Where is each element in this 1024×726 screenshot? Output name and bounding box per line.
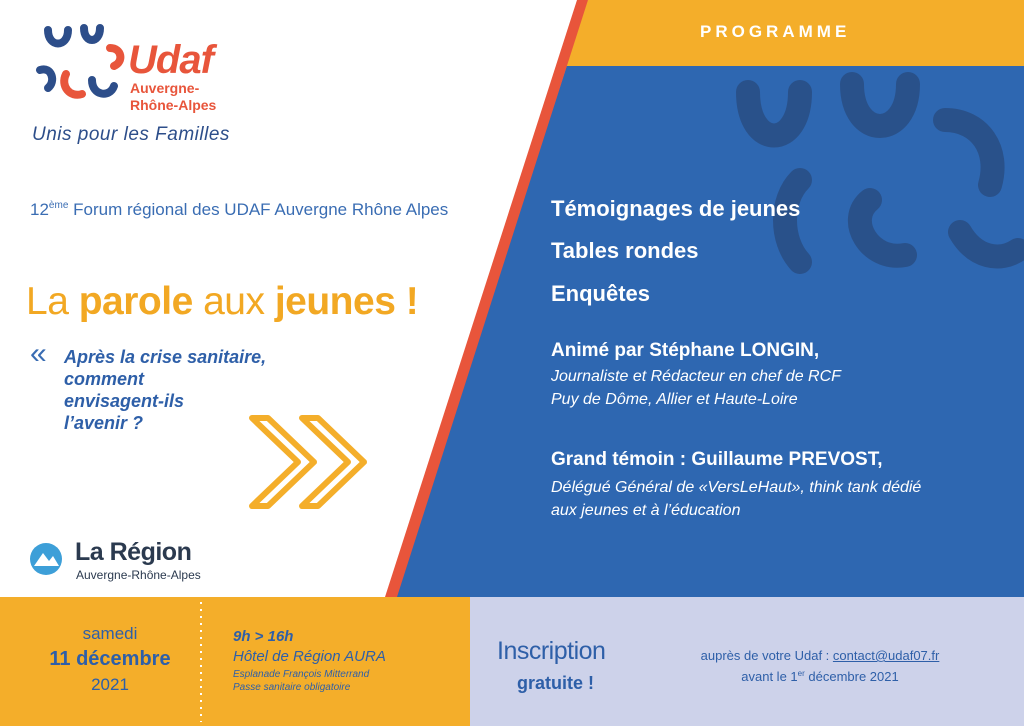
partner-name: La Région — [75, 538, 192, 566]
forum-ordinal-suffix: ème — [48, 200, 69, 211]
deadline-suffix: er — [797, 669, 805, 678]
question-line: comment — [64, 369, 145, 389]
headline-part-2: aux — [192, 280, 275, 323]
contact-prefix: auprès de votre Udaf : — [700, 648, 833, 663]
forum-title — [30, 200, 448, 220]
contact-line — [660, 647, 980, 665]
deadline-line — [660, 665, 980, 686]
activity-item: Enquêtes — [551, 281, 651, 306]
event-note: Passe sanitaire obligatoire — [233, 682, 351, 693]
registration-label: Inscription — [497, 637, 606, 665]
partner-subtitle: Auvergne-Rhône-Alpes — [76, 568, 201, 582]
event-address: Esplanade François Mitterrand — [233, 669, 370, 680]
headline — [26, 280, 418, 324]
host-description: Puy de Dôme, Allier et Haute-Loire — [551, 391, 798, 408]
udaf-region-name: Auvergne-Rhône-Alpes — [130, 80, 217, 113]
witness-title: Grand témoin : Guillaume PREVOST, — [551, 449, 883, 470]
event-date-value: 11 décembre — [49, 648, 171, 670]
event-venue: Hôtel de Région AURA — [233, 648, 386, 665]
event-date — [30, 622, 190, 698]
headline-part-1: La — [26, 280, 79, 323]
registration-contact — [660, 647, 980, 686]
witness-description: aux jeunes et à l’éducation — [551, 502, 741, 519]
activity-item: Témoignages de jeunes — [551, 196, 801, 221]
headline-bold-1: parole — [78, 280, 193, 323]
event-day: samedi — [82, 624, 138, 643]
tagline: Unis pour les Familles — [32, 124, 230, 145]
udaf-wordmark: Udaf — [128, 38, 213, 82]
question-line: Après la crise sanitaire, — [64, 347, 267, 367]
udaf-logo-icon — [40, 28, 120, 95]
deadline-rest: décembre 2021 — [804, 669, 899, 684]
headline-bold-2: jeunes ! — [274, 280, 419, 323]
host-title: Animé par Stéphane LONGIN, — [551, 340, 820, 361]
event-hours: 9h > 16h — [233, 628, 294, 645]
witness-description: Délégué Général de «VersLeHaut», think tank dédié — [551, 479, 922, 496]
contact-email-link[interactable]: contact@udaf07.fr — [832, 648, 940, 663]
forum-name: Forum régional des UDAF Auvergne Rhône Alpes — [73, 200, 449, 219]
programme-heading: PROGRAMME — [700, 22, 851, 41]
question-text — [64, 346, 364, 434]
forum-ordinal: 12 — [30, 200, 49, 219]
question-line: envisagent-ils — [64, 391, 185, 411]
activity-item: Tables rondes — [551, 238, 699, 263]
event-year: 2021 — [91, 675, 129, 694]
registration-free: gratuite ! — [517, 673, 595, 693]
event-address-block — [233, 668, 369, 694]
deadline-prefix: avant le 1 — [741, 669, 798, 684]
question-line: l’avenir ? — [64, 413, 144, 433]
region-logo-icon — [30, 543, 62, 575]
quote-mark: « — [30, 337, 47, 370]
host-description: Journaliste et Rédacteur en chef de RCF — [551, 368, 841, 385]
